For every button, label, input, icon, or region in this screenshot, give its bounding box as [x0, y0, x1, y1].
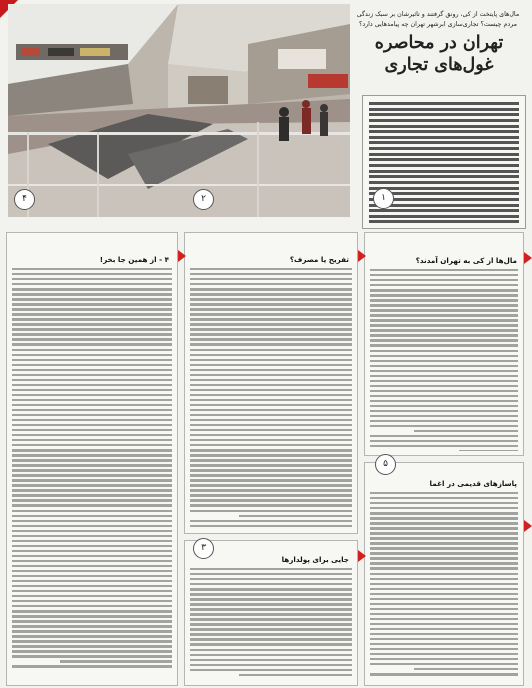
section-5-title: پاسازهای قدیمی در اغما — [429, 479, 517, 488]
section-3-arrow — [358, 550, 366, 562]
section-4-arrow — [178, 250, 186, 262]
section-5-arrow — [524, 520, 532, 532]
section-2-arrow — [358, 250, 366, 262]
section-2-title: تفریح یا مصرف؟ — [289, 255, 349, 264]
section-2-number: ۲ — [193, 189, 214, 210]
lead-paragraph — [362, 95, 526, 229]
section-5-number: ۵ — [375, 454, 396, 475]
section-4 — [6, 232, 178, 686]
section-2 — [184, 232, 358, 534]
section-3-title: جایی برای پولدارها — [281, 555, 349, 564]
photo-credit — [0, 140, 6, 210]
section-5 — [364, 462, 524, 686]
section-1 — [364, 232, 524, 456]
section-1-arrow — [524, 252, 532, 264]
mall-photo — [8, 4, 350, 217]
section-4-title: ۴ - از همین جا بخر! — [99, 255, 169, 264]
section-3 — [184, 540, 358, 686]
headline — [352, 32, 526, 76]
headline-block — [352, 4, 526, 92]
kicker: مال‌های پایتخت از کی، رونق گرفتند و تاثیرشان بر سبک زندگی مردم چیست؟ تجاری‌سازی ابرشهر تهران چه پیامدهایی دارد؟ — [356, 11, 520, 28]
section-1-title: مال‌ها از کی به تهران آمدند؟ — [415, 256, 517, 265]
section-1-number: ۱ — [373, 188, 394, 209]
section-3-number: ۳ — [193, 538, 214, 559]
headline-line-1: تهران در محاصره — [374, 33, 504, 53]
headline-line-2: غول‌های تجاری — [384, 55, 494, 75]
section-4-number: ۴ — [14, 189, 35, 210]
